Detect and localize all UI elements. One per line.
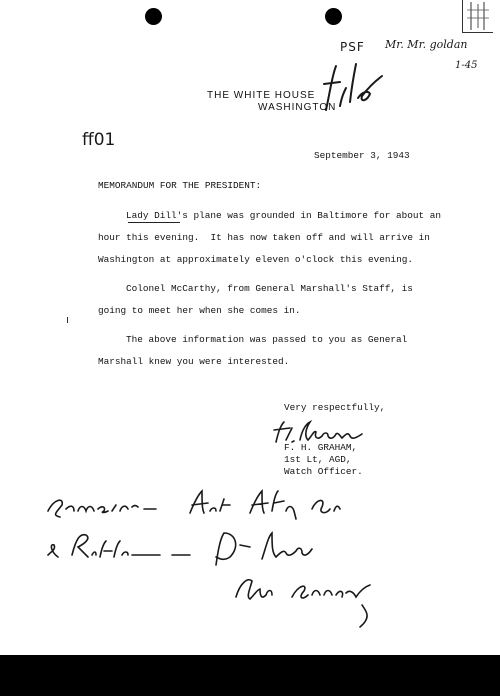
signer-rank: 1st Lt, AGD,: [284, 454, 352, 465]
handwritten-notes: [40, 485, 400, 635]
signer-role: Watch Officer.: [284, 466, 363, 477]
letterhead-title: THE WHITE HOUSE: [207, 90, 316, 101]
paragraph1-line2: hour this evening. It has now taken off and will arrive in: [98, 232, 430, 243]
closing: Very respectfully,: [284, 402, 386, 413]
ff01-file-code: ff01: [82, 130, 116, 150]
handwritten-date-note: 1-45: [455, 60, 478, 71]
punch-hole-right: [325, 8, 342, 25]
paragraph3-line2: Marshall knew you were interested.: [98, 356, 290, 367]
punch-hole-left: [145, 8, 162, 25]
memo-recipient: MEMORANDUM FOR THE PRESIDENT:: [98, 180, 262, 191]
scan-border-bottom: [0, 655, 500, 696]
paragraph1-line3: Washington at approximately eleven o'clock this evening.: [98, 254, 414, 265]
paragraph2-line2: going to meet her when she comes in.: [98, 305, 301, 316]
paragraph3-line1: The above information was passed to you as General: [126, 334, 408, 345]
letterhead-location: WASHINGTON: [258, 102, 337, 113]
signer-name: F. H. GRAHAM,: [284, 442, 358, 453]
memo-date: September 3, 1943: [314, 150, 410, 161]
psf-stamp: PSF: [340, 40, 365, 54]
paragraph2-line1: Colonel McCarthy, from General Marshall's Staff, is: [126, 283, 413, 294]
paragraph1-line1: Lady Dill's plane was grounded in Baltimore for about an: [126, 210, 442, 221]
margin-tick: [67, 317, 68, 323]
corner-tab-mark: [462, 0, 493, 33]
psf-handwritten-note: Mr. Mr. goldan: [385, 38, 468, 51]
name-underline: [128, 222, 180, 223]
